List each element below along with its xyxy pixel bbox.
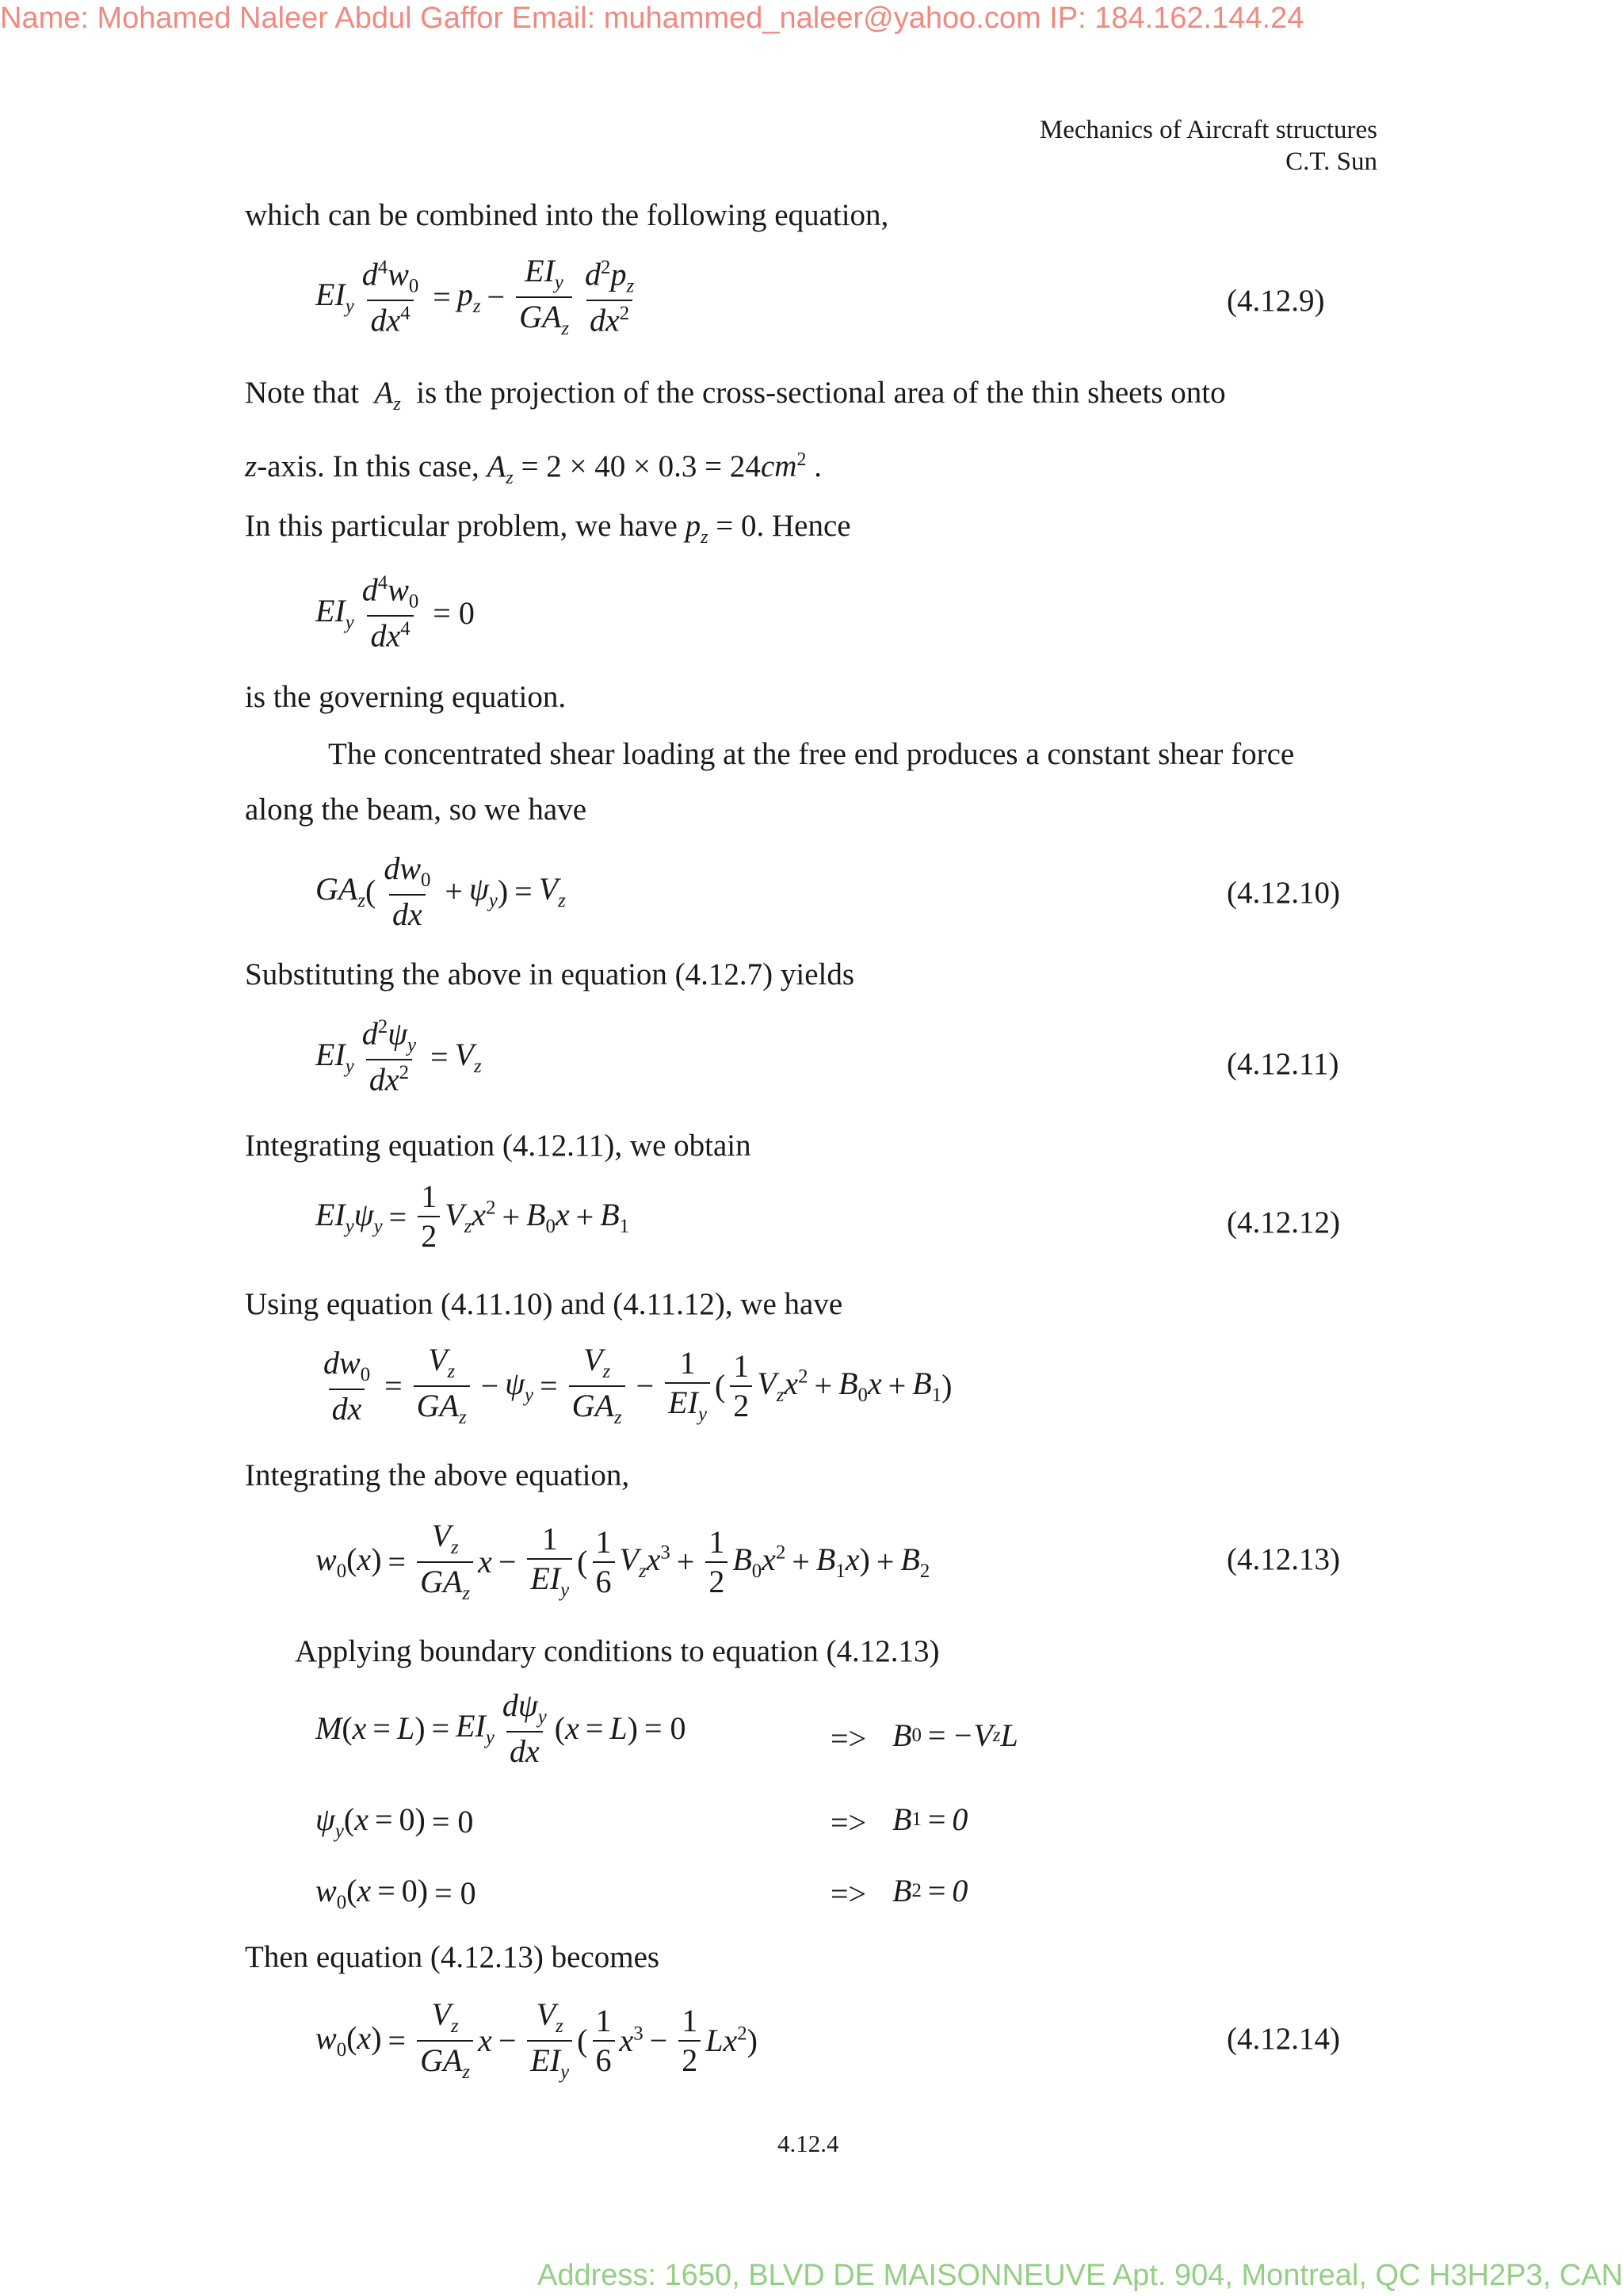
paragraph-intro: which can be combined into the following equation,: [245, 198, 889, 232]
paragraph-then: Then equation (4.12.13) becomes: [245, 1940, 660, 1974]
watermark-bottom: Address: 1650, BLVD DE MAISONNEUVE Apt. 904, Montreal, QC H3H2P3, CAN: [537, 2259, 1623, 2292]
bc3-implies: =>: [831, 1876, 867, 1912]
equation-4-12-13: $w_0(x)$ = $\frac{V_z}{GA_z}$ x − $\frac{1}{EI_y}$ ( $\frac{1}{6}$ $V_zx^3$ + $\frac{1}{2}$ $B_0x^2$ + $B_1x$) + $B_2$: [315, 1518, 930, 1604]
bc1-implies: =>: [831, 1721, 867, 1756]
paragraph-substituting: Substituting the above in equation (4.12.7) yields: [245, 957, 855, 991]
equation-number: (4.12.10): [1227, 876, 1340, 910]
equation-4-12-11: $EI_y$ $\frac{d^2\psi_y}{dx^2}$ = $V_z$: [315, 1015, 482, 1098]
paragraph-note: Note that $A_z$ is the projection of the cross-sectional area of the thin sheets onto: [245, 376, 1226, 415]
watermark-top: Name: Mohamed Naleer Abdul Gaffor Email: muhammed_naleer@yahoo.com IP: 184.162.144.24: [0, 2, 1304, 35]
equation-number: (4.12.9): [1227, 284, 1325, 318]
header-title: Mechanics of Aircraft structures: [1039, 116, 1377, 144]
paragraph-integrating: Integrating equation (4.12.11), we obtain: [245, 1129, 751, 1163]
equation-4-12-14: $w_0(x)$ = $\frac{V_z}{GA_z}$ x − $\frac{V_z}{EI_y}$ ( $\frac{1}{6}$ $x^3$ − $\frac{1}{2}$ Lx$^2$): [315, 1996, 758, 2083]
paragraph-problem: In this particular problem, we have $p_z = 0$. Hence: [245, 509, 851, 548]
paragraph-shear-cont: along the beam, so we have: [245, 793, 587, 827]
equation-governing: $EI_y$ $\frac{d^4w_0}{dx^4}$ = 0: [315, 571, 475, 654]
equation-number: (4.12.11): [1227, 1047, 1339, 1081]
equation-4-12-10: $GA_z$ ( $\frac{dw_0}{dx}$ + $\psi_y$ ) = $V_z$: [315, 850, 566, 932]
equation-4-12-12: $EI_y\psi_y$ = $\frac{1}{2}$ $V_zx^2$ + $B_0x$ + $B_1$: [315, 1179, 630, 1254]
paragraph-boundary: Applying boundary conditions to equation (4.12.13): [295, 1634, 940, 1668]
paragraph-shear: The concentrated shear loading at the free end produces a constant shear force: [328, 737, 1295, 771]
paragraph-using: Using equation (4.11.10) and (4.11.12), we have: [245, 1287, 843, 1321]
header-author: C.T. Sun: [1285, 147, 1377, 176]
paragraph-area: z-axis. In this case, $A_z = 2 \times 40 \times 0.3 = 24cm^2$ .: [245, 449, 823, 488]
bc1-result: B 0 = −V z L: [892, 1717, 1018, 1753]
bc2-implies: =>: [831, 1805, 867, 1840]
bc3-result: B 2 = 0: [892, 1873, 968, 1908]
equation-number: (4.12.14): [1227, 2022, 1340, 2056]
paragraph-governing: is the governing equation.: [245, 680, 567, 714]
equation-4-12-9: $EI_y$ $\frac{d^4w_0}{dx^4}$ = $p_z$ − $\frac{EI_y}{GA_z}$ $\frac{d^2p_z}{dx^2}$: [315, 253, 635, 339]
bc2-result: B 1 = 0: [892, 1801, 968, 1837]
equation-bc-deflection: $w_0(x = 0)$ = 0: [315, 1873, 476, 1913]
equation-number: (4.12.13): [1227, 1542, 1340, 1576]
paragraph-integrating-above: Integrating the above equation,: [245, 1458, 630, 1492]
equation-slope: $\frac{dw_0}{dx}$ = $\frac{V_z}{GA_z}$ − $\psi_y$ = $\frac{V_z}{GA_z}$ − $\frac{1}{EI_y}$ ( $\frac{1}{2}$ $V_zx^2$ + $B_0x$ + $B_1$ ): [323, 1342, 953, 1428]
page-number: 4.12.4: [777, 2130, 839, 2157]
equation-bc-rotation: $\psi_y(x = 0)$ = 0: [315, 1801, 474, 1842]
equation-bc-moment: M(x = L) = $EI_y$ $\frac{d\psi_y}{dx}$ ( x = L ) = 0: [315, 1687, 686, 1769]
equation-number: (4.12.12): [1227, 1205, 1340, 1240]
